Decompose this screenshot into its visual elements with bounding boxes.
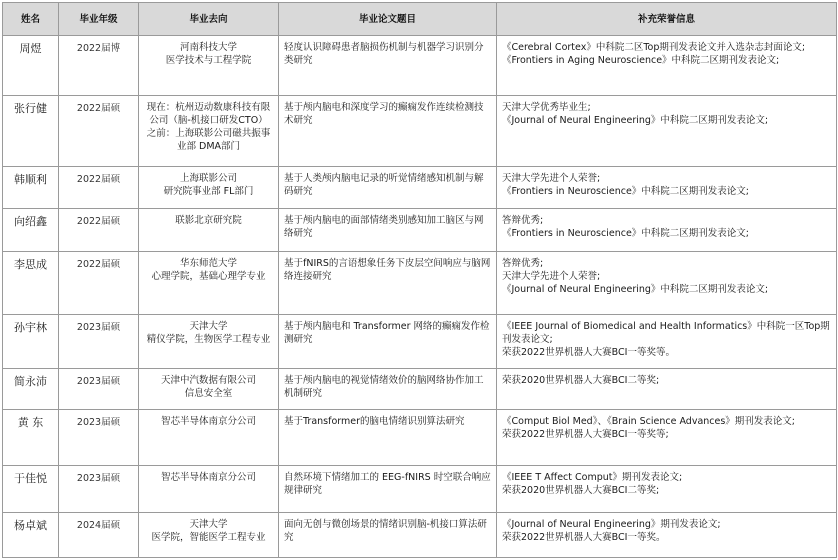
destination-line: 信息安全室 — [184, 388, 233, 400]
cell-thesis: 轻度认识障碍患者脑损伤机制与机器学习识别分类研究 — [279, 36, 497, 96]
table-row — [3, 409, 837, 465]
cell-year: 2022届硕 — [59, 251, 139, 314]
cell-thesis: 基于Transformer的脑电情绪识别算法研究 — [279, 409, 497, 465]
header-year: 毕业年级 — [59, 3, 139, 36]
cell-destination — [139, 95, 279, 166]
cell-thesis: 基于颅内脑电的面部情绪类别感知加工脑区与网络研究 — [279, 209, 497, 252]
destination-line: 医学院，智能医学工程专业 — [151, 532, 266, 544]
honor-line: 《Cerebral Cortex》中科院二区Top期刊发表论文并入选杂志封面论文; — [502, 42, 806, 53]
table-row — [3, 251, 837, 314]
cell-name: 李思成 — [3, 251, 59, 314]
destination-line: 现在：杭州迈动数康科技有限公司（脑-机接口研发CTO） — [146, 101, 271, 126]
honor-line: 《IEEE Journal of Biomedical and Health Informatics》中科院一区Top期刊发表论文; — [502, 320, 830, 345]
destination-line: 研究院事业部 FL部门 — [163, 185, 254, 197]
cell-thesis: 面向无创与微创场景的情绪识别脑-机接口算法研究 — [279, 513, 497, 558]
cell-destination — [139, 166, 279, 209]
header-thesis: 毕业论文题目 — [279, 3, 497, 36]
cell-year: 2022届硕 — [59, 209, 139, 252]
cell-honors — [497, 513, 837, 558]
cell-honors — [497, 465, 837, 513]
honor-line: 《Comput Biol Med》、《Brain Science Advances》期刊发表论文; — [502, 415, 796, 427]
cell-thesis: 基于颅内脑电的视觉情绪效价的脑网络协作加工机制研究 — [279, 369, 497, 410]
table-row — [3, 209, 837, 252]
table-row — [3, 36, 837, 96]
cell-honors — [497, 251, 837, 314]
destination-line: 之前：上海联影公司磁共振事业部 DMA部门 — [146, 127, 271, 152]
honor-line: 答辩优秀; — [502, 257, 544, 269]
cell-honors — [497, 314, 837, 369]
cell-year: 2022届博 — [59, 36, 139, 96]
header-name: 姓名 — [3, 3, 59, 36]
cell-thesis: 自然环境下情绪加工的 EEG-fNIRS 时空联合响应规律研究 — [279, 465, 497, 513]
cell-destination — [139, 314, 279, 369]
cell-destination — [139, 209, 279, 252]
honor-line: 《Frontiers in Neuroscience》中科院二区期刊发表论文; — [502, 185, 749, 197]
table-header-row — [3, 3, 837, 36]
cell-year: 2023届硕 — [59, 369, 139, 410]
destination-line: 华东师范大学 — [179, 257, 237, 269]
cell-honors — [497, 409, 837, 465]
honor-line: 天津大学先进个人荣誉; — [502, 172, 601, 184]
cell-destination — [139, 409, 279, 465]
destination-line: 智芯半导体南京分公司 — [160, 415, 256, 427]
destination-line: 天津中汽数据有限公司 — [160, 375, 256, 387]
destination-line: 智芯半导体南京分公司 — [160, 471, 256, 483]
cell-year: 2022届硕 — [59, 166, 139, 209]
cell-year: 2023届硕 — [59, 465, 139, 513]
cell-honors — [497, 95, 837, 166]
table-row — [3, 513, 837, 558]
cell-name: 周煜 — [3, 36, 59, 96]
cell-thesis: 基于人类颅内脑电记录的听觉情绪感知机制与解码研究 — [279, 166, 497, 209]
honor-line: 《IEEE T Affect Comput》期刊发表论文; — [502, 471, 683, 483]
cell-thesis: 基于颅内脑电和 Transformer 网络的癫痫发作检测研究 — [279, 314, 497, 369]
cell-destination — [139, 251, 279, 314]
honor-line: 天津大学优秀毕业生; — [502, 101, 591, 113]
cell-destination — [139, 465, 279, 513]
honor-line: 天津大学先进个人荣誉; — [502, 270, 601, 282]
destination-line: 医学技术与工程学院 — [165, 55, 252, 66]
cell-destination — [139, 369, 279, 410]
cell-thesis: 基于fNIRS的言语想象任务下皮层空间响应与脑网络连接研究 — [279, 251, 497, 314]
destination-line: 天津大学 — [189, 519, 228, 531]
honor-line: 荣获2022世界机器人大赛BCI一等奖。 — [502, 532, 666, 544]
cell-thesis: 基于颅内脑电和深度学习的癫痫发作连续检测技术研究 — [279, 95, 497, 166]
destination-line: 天津大学 — [189, 320, 228, 332]
honor-line: 《Journal of Neural Engineering》中科院二区期刊发表论文; — [502, 114, 769, 126]
honor-line: 荣获2020世界机器人大赛BCI二等奖; — [502, 375, 660, 387]
table-row — [3, 465, 837, 513]
table-row — [3, 95, 837, 166]
cell-year: 2023届硕 — [59, 314, 139, 369]
destination-line: 心理学院，基础心理学专业 — [151, 270, 266, 282]
honor-line: 《Journal of Neural Engineering》中科院二区期刊发表论文; — [502, 283, 769, 295]
destination-line: 河南科技大学 — [179, 42, 237, 53]
header-destination: 毕业去向 — [139, 3, 279, 36]
honor-line: 《Frontiers in Neuroscience》中科院二区期刊发表论文; — [502, 228, 749, 240]
table-row — [3, 369, 837, 410]
cell-name: 孙宇林 — [3, 314, 59, 369]
cell-name: 向绍鑫 — [3, 209, 59, 252]
honor-line: 荣获2020世界机器人大赛BCI二等奖; — [502, 484, 660, 496]
destination-line: 精仪学院，生物医学工程专业 — [146, 333, 271, 345]
header-honors: 补充荣誉信息 — [497, 3, 837, 36]
table-row — [3, 314, 837, 369]
honor-line: 荣获2022世界机器人大赛BCI一等奖等。 — [502, 346, 675, 358]
table-row — [3, 166, 837, 209]
destination-line: 上海联影公司 — [179, 172, 237, 184]
cell-name: 张行健 — [3, 95, 59, 166]
honor-line: 答辩优秀; — [502, 215, 544, 227]
cell-name: 韩顺利 — [3, 166, 59, 209]
destination-line: 联影北京研究院 — [175, 215, 242, 227]
cell-year: 2022届硕 — [59, 95, 139, 166]
cell-name: 简永沛 — [3, 369, 59, 410]
cell-name: 黄 东 — [3, 409, 59, 465]
cell-honors — [497, 209, 837, 252]
cell-honors — [497, 166, 837, 209]
cell-name: 于佳悦 — [3, 465, 59, 513]
cell-destination — [139, 513, 279, 558]
cell-year: 2024届硕 — [59, 513, 139, 558]
cell-year: 2023届硕 — [59, 409, 139, 465]
cell-destination — [139, 36, 279, 96]
graduate-table — [2, 2, 837, 558]
honor-line: 《Frontiers in Aging Neuroscience》中科院二区期刊发表论文; — [502, 55, 780, 66]
cell-name: 杨卓斌 — [3, 513, 59, 558]
honor-line: 《Journal of Neural Engineering》期刊发表论文; — [502, 519, 721, 531]
cell-honors — [497, 36, 837, 96]
honor-line: 荣获2022世界机器人大赛BCI一等奖等; — [502, 428, 669, 440]
cell-honors — [497, 369, 837, 410]
